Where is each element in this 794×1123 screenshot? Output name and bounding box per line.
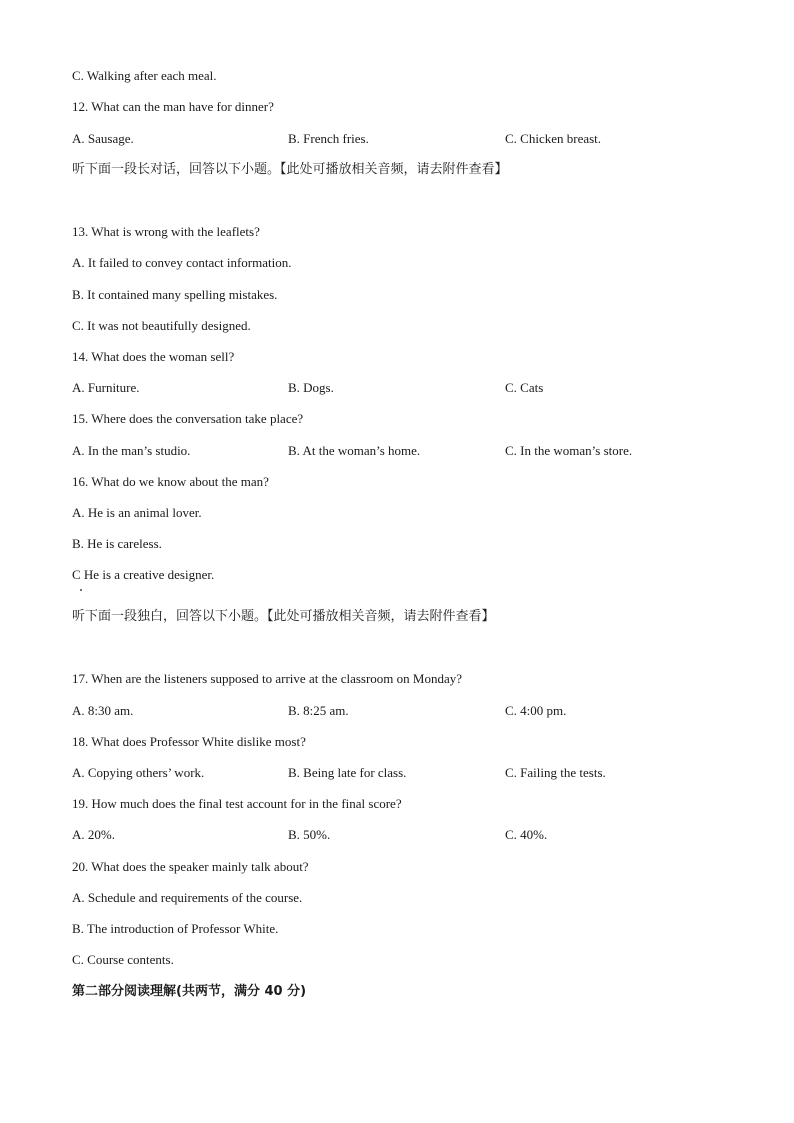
q19-option-b: B. 50%. <box>288 827 331 842</box>
section-long-dialogue-instruction: 听下面一段长对话，回答以下小题。【此处可播放相关音频，请去附件查看】 <box>72 162 508 177</box>
q13-option-a: A. It failed to convey contact information. <box>72 255 292 270</box>
q19-option-a: A. 20%. <box>72 827 115 842</box>
q14-option-c: C. Cats <box>505 380 544 395</box>
q13-option-c: C. It was not beautifully designed. <box>72 318 251 333</box>
q19-option-c: C. 40%. <box>505 827 548 842</box>
q15-option-b: B. At the woman’s home. <box>288 443 421 458</box>
q16-option-c: C He is a creative designer. <box>72 567 215 582</box>
q14-option-b: B. Dogs. <box>288 380 334 395</box>
q11-option-c: C. Walking after each meal. <box>72 68 217 83</box>
q18-option-c: C. Failing the tests. <box>505 765 606 780</box>
q12-option-c: C. Chicken breast. <box>505 131 602 146</box>
part-two-heading: 第二部分阅读理解(共两节，满分 40 分) <box>72 984 307 999</box>
q12-question: 12. What can the man have for dinner? <box>72 99 274 114</box>
q14-option-a: A. Furniture. <box>72 380 140 395</box>
q17-question: 17. When are the listeners supposed to arrive at the classroom on Monday? <box>72 671 463 686</box>
q20-option-c: C. Course contents. <box>72 952 174 967</box>
q12-option-b: B. French fries. <box>288 131 369 146</box>
q15-option-c: C. In the woman’s store. <box>505 443 633 458</box>
q18-option-a: A. Copying others’ work. <box>72 765 205 780</box>
q15-question: 15. Where does the conversation take place? <box>72 411 304 426</box>
q20-question: 20. What does the speaker mainly talk about? <box>72 859 309 874</box>
q19-question: 19. How much does the final test account for in the final score? <box>72 796 402 811</box>
q17-option-b: B. 8:25 am. <box>288 703 349 718</box>
q20-option-b: B. The introduction of Professor White. <box>72 921 279 936</box>
q16-question: 16. What do we know about the man? <box>72 474 269 489</box>
q15-option-a: A. In the man’s studio. <box>72 443 191 458</box>
q13-option-b: B. It contained many spelling mistakes. <box>72 287 278 302</box>
q17-option-a: A. 8:30 am. <box>72 703 134 718</box>
q18-option-b: B. Being late for class. <box>288 765 407 780</box>
stray-dot-mark <box>80 589 82 591</box>
q13-question: 13. What is wrong with the leaflets? <box>72 224 260 239</box>
q14-question: 14. What does the woman sell? <box>72 349 235 364</box>
q20-option-a: A. Schedule and requirements of the course. <box>72 890 303 905</box>
q17-option-c: C. 4:00 pm. <box>505 703 567 718</box>
q12-option-a: A. Sausage. <box>72 131 134 146</box>
q16-option-a: A. He is an animal lover. <box>72 505 202 520</box>
section-monologue-instruction: 听下面一段独白，回答以下小题。【此处可播放相关音频，请去附件查看】 <box>72 609 495 624</box>
q18-question: 18. What does Professor White dislike most? <box>72 734 306 749</box>
q16-option-b: B. He is careless. <box>72 536 162 551</box>
